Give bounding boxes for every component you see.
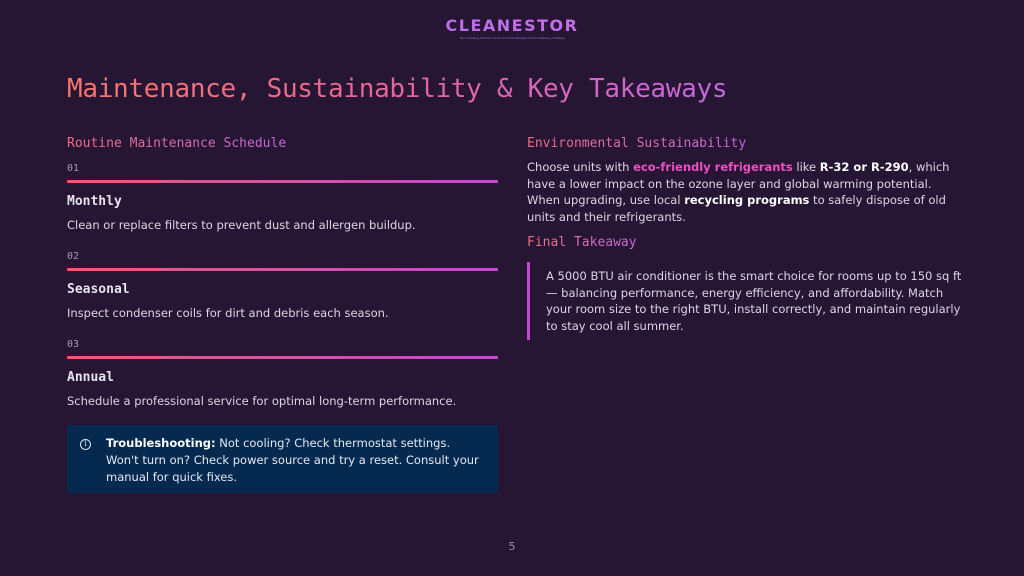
step-title: Seasonal <box>67 282 130 297</box>
logo-tagline: The Cleaning Choices Circle and the Lifestyle of the Cleaning Lifestyle <box>459 36 565 40</box>
page-title: Maintenance, Sustainability & Key Takeaways <box>67 74 728 104</box>
maintenance-step <box>67 251 498 320</box>
highlight-refrigerants: eco-friendly refrigerants <box>633 160 793 174</box>
step-number: 02 <box>67 251 80 262</box>
sustainability-paragraph <box>527 159 962 225</box>
takeaway-heading: Final Takeaway <box>527 235 637 250</box>
text-run: to safely dispose of old units and their refrigerants. <box>527 193 946 224</box>
highlight-recycling: recycling programs <box>684 193 810 207</box>
step-divider <box>67 356 498 359</box>
step-number: 01 <box>67 163 80 174</box>
text-run: Choose units with <box>527 160 634 174</box>
maintenance-step <box>67 339 498 408</box>
maintenance-section <box>67 132 498 408</box>
step-title: Annual <box>67 370 114 385</box>
troubleshooting-callout <box>67 425 498 493</box>
step-number: 03 <box>67 339 80 350</box>
takeaway-quote: A 5000 BTU air conditioner is the smart choice for rooms up to 150 sq ft — balancing performance, energy efficiency, and affordability. Match your room size to the right BTU, install correctly, and maintain regularly to stay cool all summer. <box>527 262 962 340</box>
maintenance-heading: Routine Maintenance Schedule <box>67 136 287 151</box>
maintenance-step <box>67 163 498 232</box>
step-title: Monthly <box>67 194 122 209</box>
troubleshooting-text: Not cooling? Check thermostat settings. Won't turn on? Check power source and try a reset. Consult your manual for quick fixes. <box>106 436 479 484</box>
text-run: like <box>792 160 820 174</box>
highlight-refrigerant-types: R-32 or R-290 <box>819 160 909 174</box>
brand-logo <box>0 16 1024 40</box>
step-divider <box>67 268 498 271</box>
step-description: Schedule a professional service for optimal long-term performance. <box>67 394 457 408</box>
page-number: 5 <box>508 540 516 553</box>
step-description: Inspect condenser coils for dirt and debris each season. <box>67 306 389 320</box>
logo-wordmark: CLEANESTOR <box>0 16 1024 35</box>
sustainability-heading: Environmental Sustainability <box>527 136 747 151</box>
troubleshooting-label: Troubleshooting: <box>106 436 216 450</box>
sustainability-section <box>527 132 962 340</box>
text-run: , which have a lower impact on the ozone layer and global warming potential. When upgrading, use local <box>527 160 950 207</box>
step-divider <box>67 180 498 183</box>
step-description: Clean or replace filters to prevent dust and allergen buildup. <box>67 218 416 232</box>
info-icon: i <box>80 439 91 450</box>
